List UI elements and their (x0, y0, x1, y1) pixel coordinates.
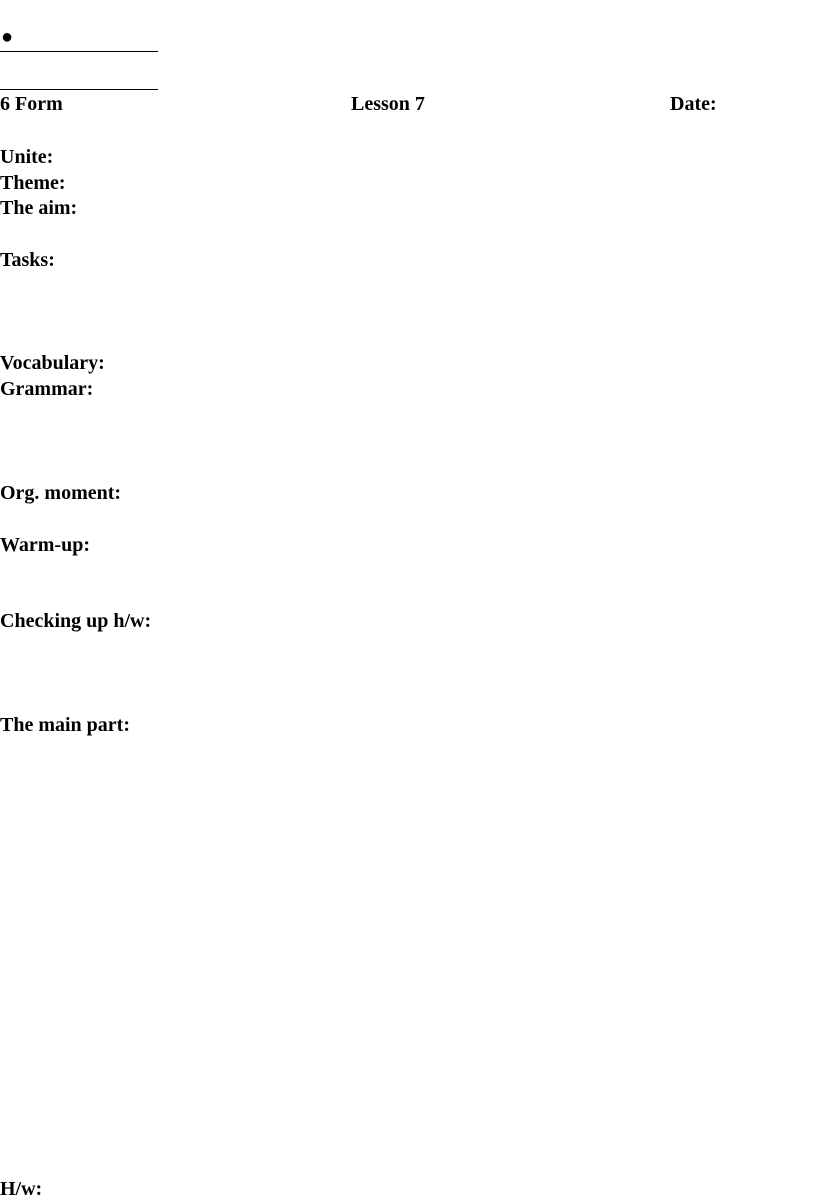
aim-label: The aim: (0, 197, 78, 219)
header-rule-bottom (0, 89, 158, 90)
date-label: Date: (670, 93, 717, 115)
vocabulary-label: Vocabulary: (0, 352, 105, 374)
checking-hw-label: Checking up h/w: (0, 610, 152, 632)
warm-up-label: Warm-up: (0, 534, 90, 556)
main-part-label: The main part: (0, 714, 130, 736)
org-moment-label: Org. moment: (0, 482, 122, 504)
header-rule-top (0, 51, 158, 52)
theme-label: Theme: (0, 172, 66, 194)
form-label: 6 Form (0, 93, 63, 115)
unite-label: Unite: (0, 146, 54, 168)
hw-label: H/w: (0, 1178, 43, 1200)
grammar-label: Grammar: (0, 378, 94, 400)
bullet-marker: ● (1, 26, 14, 48)
tasks-label: Tasks: (0, 249, 55, 271)
lesson-label: Lesson 7 (351, 93, 425, 115)
